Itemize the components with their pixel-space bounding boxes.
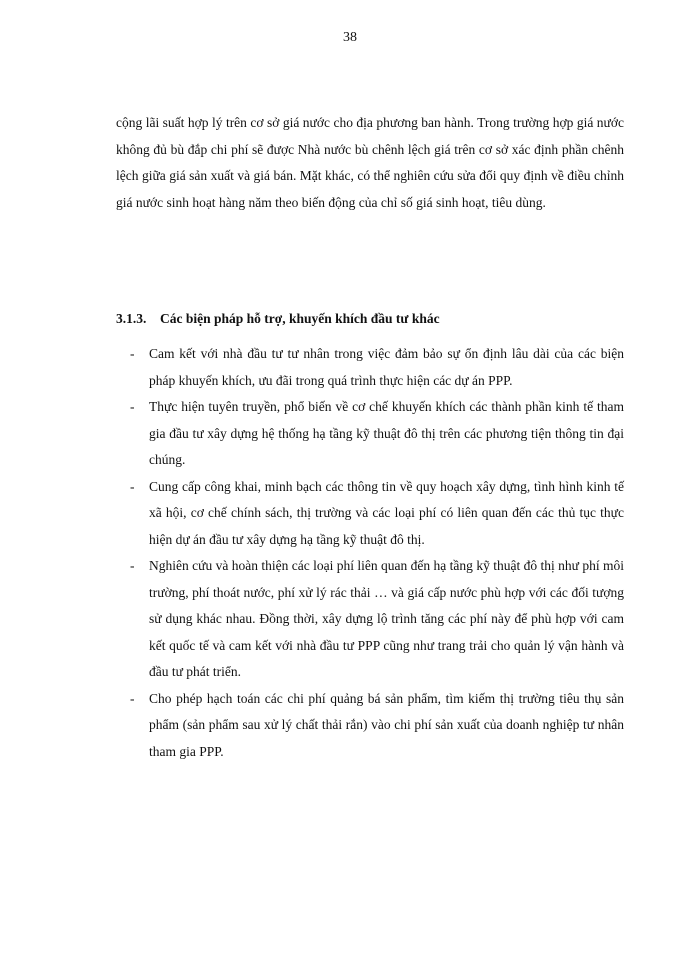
list-item-text: Cung cấp công khai, minh bạch các thông tin về quy hoạch xây dựng, tình hình kinh tế xã hội, cơ chế chính sách, thị trường và các loại phí có liên quan đến các thủ tục thực hiện dự án đầu tư xây dựng hạ tầng kỹ thuật đô thị. (149, 478, 624, 547)
list-item-text: Cho phép hạch toán các chi phí quảng bá sản phẩm, tìm kiếm thị trường tiêu thụ sản phẩm (sản phẩm sau xử lý chất thải rắn) vào chi phí sản xuất của doanh nghiệp tư nhân tham gia PPP. (149, 690, 624, 759)
list-item (116, 686, 624, 766)
list-item (116, 553, 624, 686)
section-title: Các biện pháp hỗ trợ, khuyến khích đầu tư khác (160, 311, 440, 326)
bullet-dash: - (130, 478, 135, 494)
intro-paragraph: cộng lãi suất hợp lý trên cơ sở giá nước cho địa phương ban hành. Trong trường hợp giá nước không đủ bù đắp chi phí sẽ được Nhà nước bù chênh lệch giá trên cơ sở xác định phần chênh lệch giữa giá sản xuất và giá bán. Mặt khác, có thể nghiên cứu sửa đổi quy định về điều chỉnh giá nước sinh hoạt hàng năm theo biến động của chỉ số giá sinh hoạt, tiêu dùng. (116, 115, 624, 210)
bullet-list (116, 341, 624, 765)
section-heading (116, 311, 440, 327)
list-item (116, 474, 624, 554)
list-item (116, 341, 624, 394)
section-number: 3.1.3. (116, 311, 147, 326)
bullet-dash: - (130, 346, 135, 361)
list-item-text: Cam kết với nhà đầu tư tư nhân trong việc đảm bảo sự ổn định lâu dài của các biện pháp khuyến khích, ưu đãi trong quá trình thực hiện các dự án PPP. (149, 346, 624, 388)
list-item-text: Thực hiện tuyên truyền, phổ biến về cơ chế khuyến khích các thành phần kinh tế tham gia đầu tư xây dựng hệ thống hạ tầng kỹ thuật đô thị trên các phương tiện thông tin đại chúng. (149, 399, 624, 467)
list-item (116, 394, 624, 474)
bullet-dash: - (130, 558, 135, 573)
page-number: 38 (343, 30, 357, 45)
bullet-dash: - (130, 690, 135, 706)
list-item-text: Nghiên cứu và hoàn thiện các loại phí liên quan đến hạ tầng kỹ thuật đô thị như phí môi trường, phí thoát nước, phí xử lý rác thải … và giá cấp nước phù hợp với các đối tượng sử dụng khác nhau. Đồng thời, xây dựng lộ trình tăng các phí này để phù hợp với cam kết quốc tế và cam kết với nhà đầu tư PPP cũng như trang trải cho quản lý vận hành và đầu tư phát triển. (149, 558, 624, 679)
bullet-dash: - (130, 399, 135, 414)
